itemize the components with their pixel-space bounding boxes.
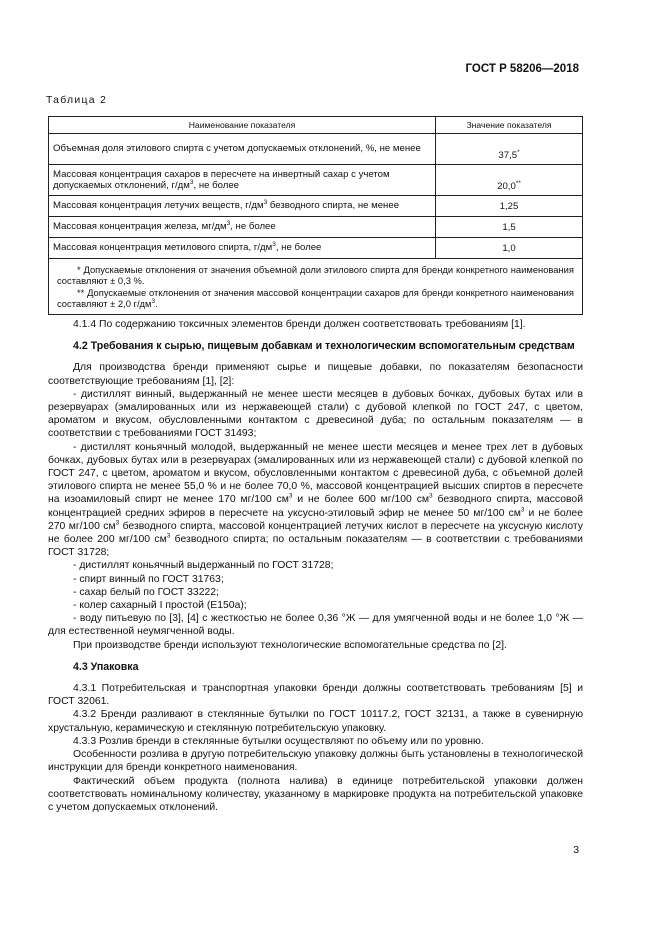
footnote-2 [57,287,574,310]
paragraph-4-1-4: 4.1.4 По содержанию токсичных элементов бренди должен соответствовать требованиям [1]. [73,319,526,330]
unit-exponent: 3 [115,519,120,527]
row-value-methanol: 1,0 [436,238,583,259]
table-row [49,217,583,238]
paragraph-actual-volume: Фактический объем продукта (полнота налива) в единице потребительской упаковки должен соответствовать номинальному количеству, указанному в маркировке продукта на потребительской упаковке с учетом допускаемых отклонений. [48,775,583,813]
document-code: ГОСТ Р 58206—2018 [465,63,579,75]
text: безводного спирта, массовой концентрацией средних эфиров в пересчете на уксусно-этиловый эфир не менее 50 мг/100 см [48,494,584,519]
table-notes-row [49,259,583,315]
row-name-ethanol: Объемная доля этилового спирта с учетом допускаемых отклонений, %, не менее [49,134,436,165]
row-name-volatile [49,196,436,217]
unit-exponent: 3 [288,492,293,500]
footnote-mark: ** [515,179,521,187]
unit-exponent: 3 [189,178,194,186]
name-text: , не более [275,242,322,254]
text: и не более 270 мг/100 см [48,507,583,532]
text: безводного спирта; по остальным показателям — в соответствии с требованиями ГОСТ 31728; [48,534,583,559]
table-row [49,165,583,196]
list-item-water: - воду питьевую по [3], [4] с жесткостью не более 0,36 °Ж — для умягченной воды и не более 1,0 °Ж — для естественной неумягченной воды. [48,613,583,638]
name-text: Массовая концентрация железа, мг/дм [53,221,227,233]
row-value-volatile: 1,25 [436,196,583,217]
name-text: безводного спирта, не менее [267,200,400,212]
table-notes [49,259,583,315]
paragraph-filling-features: Особенности розлива в другую потребительскую упаковку должны быть установлены в технологической инструкции для бренди конкретного наименования. [48,749,583,774]
unit-exponent: 3 [272,241,276,249]
row-name-sugars [49,165,436,196]
list-item-distillate-cognac-aged: - дистиллят коньячный выдержанный по ГОСТ 31728; [73,560,334,572]
text: и не более 600 мг/100 см [292,494,430,506]
column-header-name: Наименование показателя [49,117,436,134]
value-text: 20,0 [497,181,516,192]
unit-exponent: 3 [429,492,433,500]
section-heading-4-2: 4.2 Требования к сырью, пищевым добавкам и технологическим вспомогательным средствам [73,340,575,353]
list-item-sugar: - сахар белый по ГОСТ 33222; [73,586,219,598]
note-text: ** Допускаемые отклонения от значения массовой концентрации сахаров для бренди конкретного наименования составляют ± 2,0 г/дм [57,286,574,309]
row-value-sugars [436,165,583,196]
paragraph-4-3-1: 4.3.1 Потребительская и транспортная упаковки бренди должны соответствовать требованиям [5] и ГОСТ 32061. [48,683,583,708]
list-item-distillate-wine: - дистиллят винный, выдержанный не менее шести месяцев в дубовых бочках, дубовых бутах или в резервуарах (эмалированных или из нержавеющей стали) с дубовой клепкой по ГОСТ 247, с цветом, ароматом и вкусом, обусловленными контактом с древесиной дуба; по остальным показателям — в соответствии с требованиями ГОСТ 31493; [48,388,583,440]
text: безводного спирта, массовой концентрацией летучих кислот в пересчете на уксусную кислоту не более 200 мг/100 см [48,520,584,546]
paragraph-auxiliary: При производстве бренди используют технологические вспомогательные средства по [2]. [73,639,507,651]
table-row [49,134,583,165]
table-header-row [49,117,583,134]
document-body [48,318,583,814]
unit-exponent: 3 [263,199,268,207]
row-name-iron [49,217,436,238]
unit-exponent: 3 [226,220,231,228]
row-value-ethanol [436,134,583,165]
unit-exponent: 3 [151,297,156,305]
footnote-mark: * [517,148,520,156]
list-item-caramel: - колер сахарный I простой (Е150а); [73,600,247,612]
table-row [49,238,583,259]
section-heading-4-3: 4.3 Упаковка [73,660,139,673]
paragraph-4-3-2: 4.3.2 Бренди разливают в стеклянные бутылки по ГОСТ 10117.2, ГОСТ 32131, а также в сувенирную хрустальную, керамическую и стеклянную потребительскую упаковку. [48,709,583,734]
table-row [49,196,583,217]
name-text: , не более [230,221,276,233]
row-value-iron: 1,5 [436,217,583,238]
paragraph-4-2-intro: Для производства бренди применяют сырье и пищевые добавки, по показателям безопасности соответствующие требованиям [1], [2]: [48,362,583,387]
page-number: 3 [573,845,579,856]
table-caption: Таблица 2 [46,95,108,106]
list-item-spirit: - спирт винный по ГОСТ 31763; [73,573,224,585]
name-text: Массовая концентрация летучих веществ, г/дм [53,200,264,212]
unit-exponent: 3 [166,532,171,540]
list-item-distillate-cognac-young [48,441,583,560]
text: - дистиллят коньячный молодой, выдержанный не менее шести месяцев и менее трех лет в дубовых бочках, дубовых бутах или в резервуарах (эмалированных или из нержавеющей стали) с дубовой клепкой по ГОСТ 247, с цветом, ароматом и вкусом, обусловленными контактом с древесиной дуба, с объемной долей этилового спирта не менее 55,0 % и не более 70,0 %, массовой концентрацией высших спиртов в пересчете на изоамиловый спирт не менее 170 мг/100 см [48,441,583,506]
row-name-methanol [49,238,436,259]
name-text: , не более [193,180,240,191]
name-text: Массовая концентрация метилового спирта, г/дм [53,242,273,254]
indicators-table [48,116,583,315]
paragraph-4-3-3: 4.3.3 Розлив бренди в стеклянные бутылки осуществляют по объему или по уровню. [73,735,484,747]
footnote-1: * Допускаемые отклонения от значения объемной доли этилового спирта для бренди конкретного наименования составляют ± 0,3 %. [57,264,574,287]
name-text: Массовая концентрация сахаров в пересчете на инвертный сахар с учетом допускаемых отклонений, г/дм [53,168,390,191]
unit-exponent: 3 [520,506,525,514]
note-text: . [155,297,158,309]
column-header-value: Значение показателя [436,117,583,134]
value-text: 37,5 [498,150,518,161]
